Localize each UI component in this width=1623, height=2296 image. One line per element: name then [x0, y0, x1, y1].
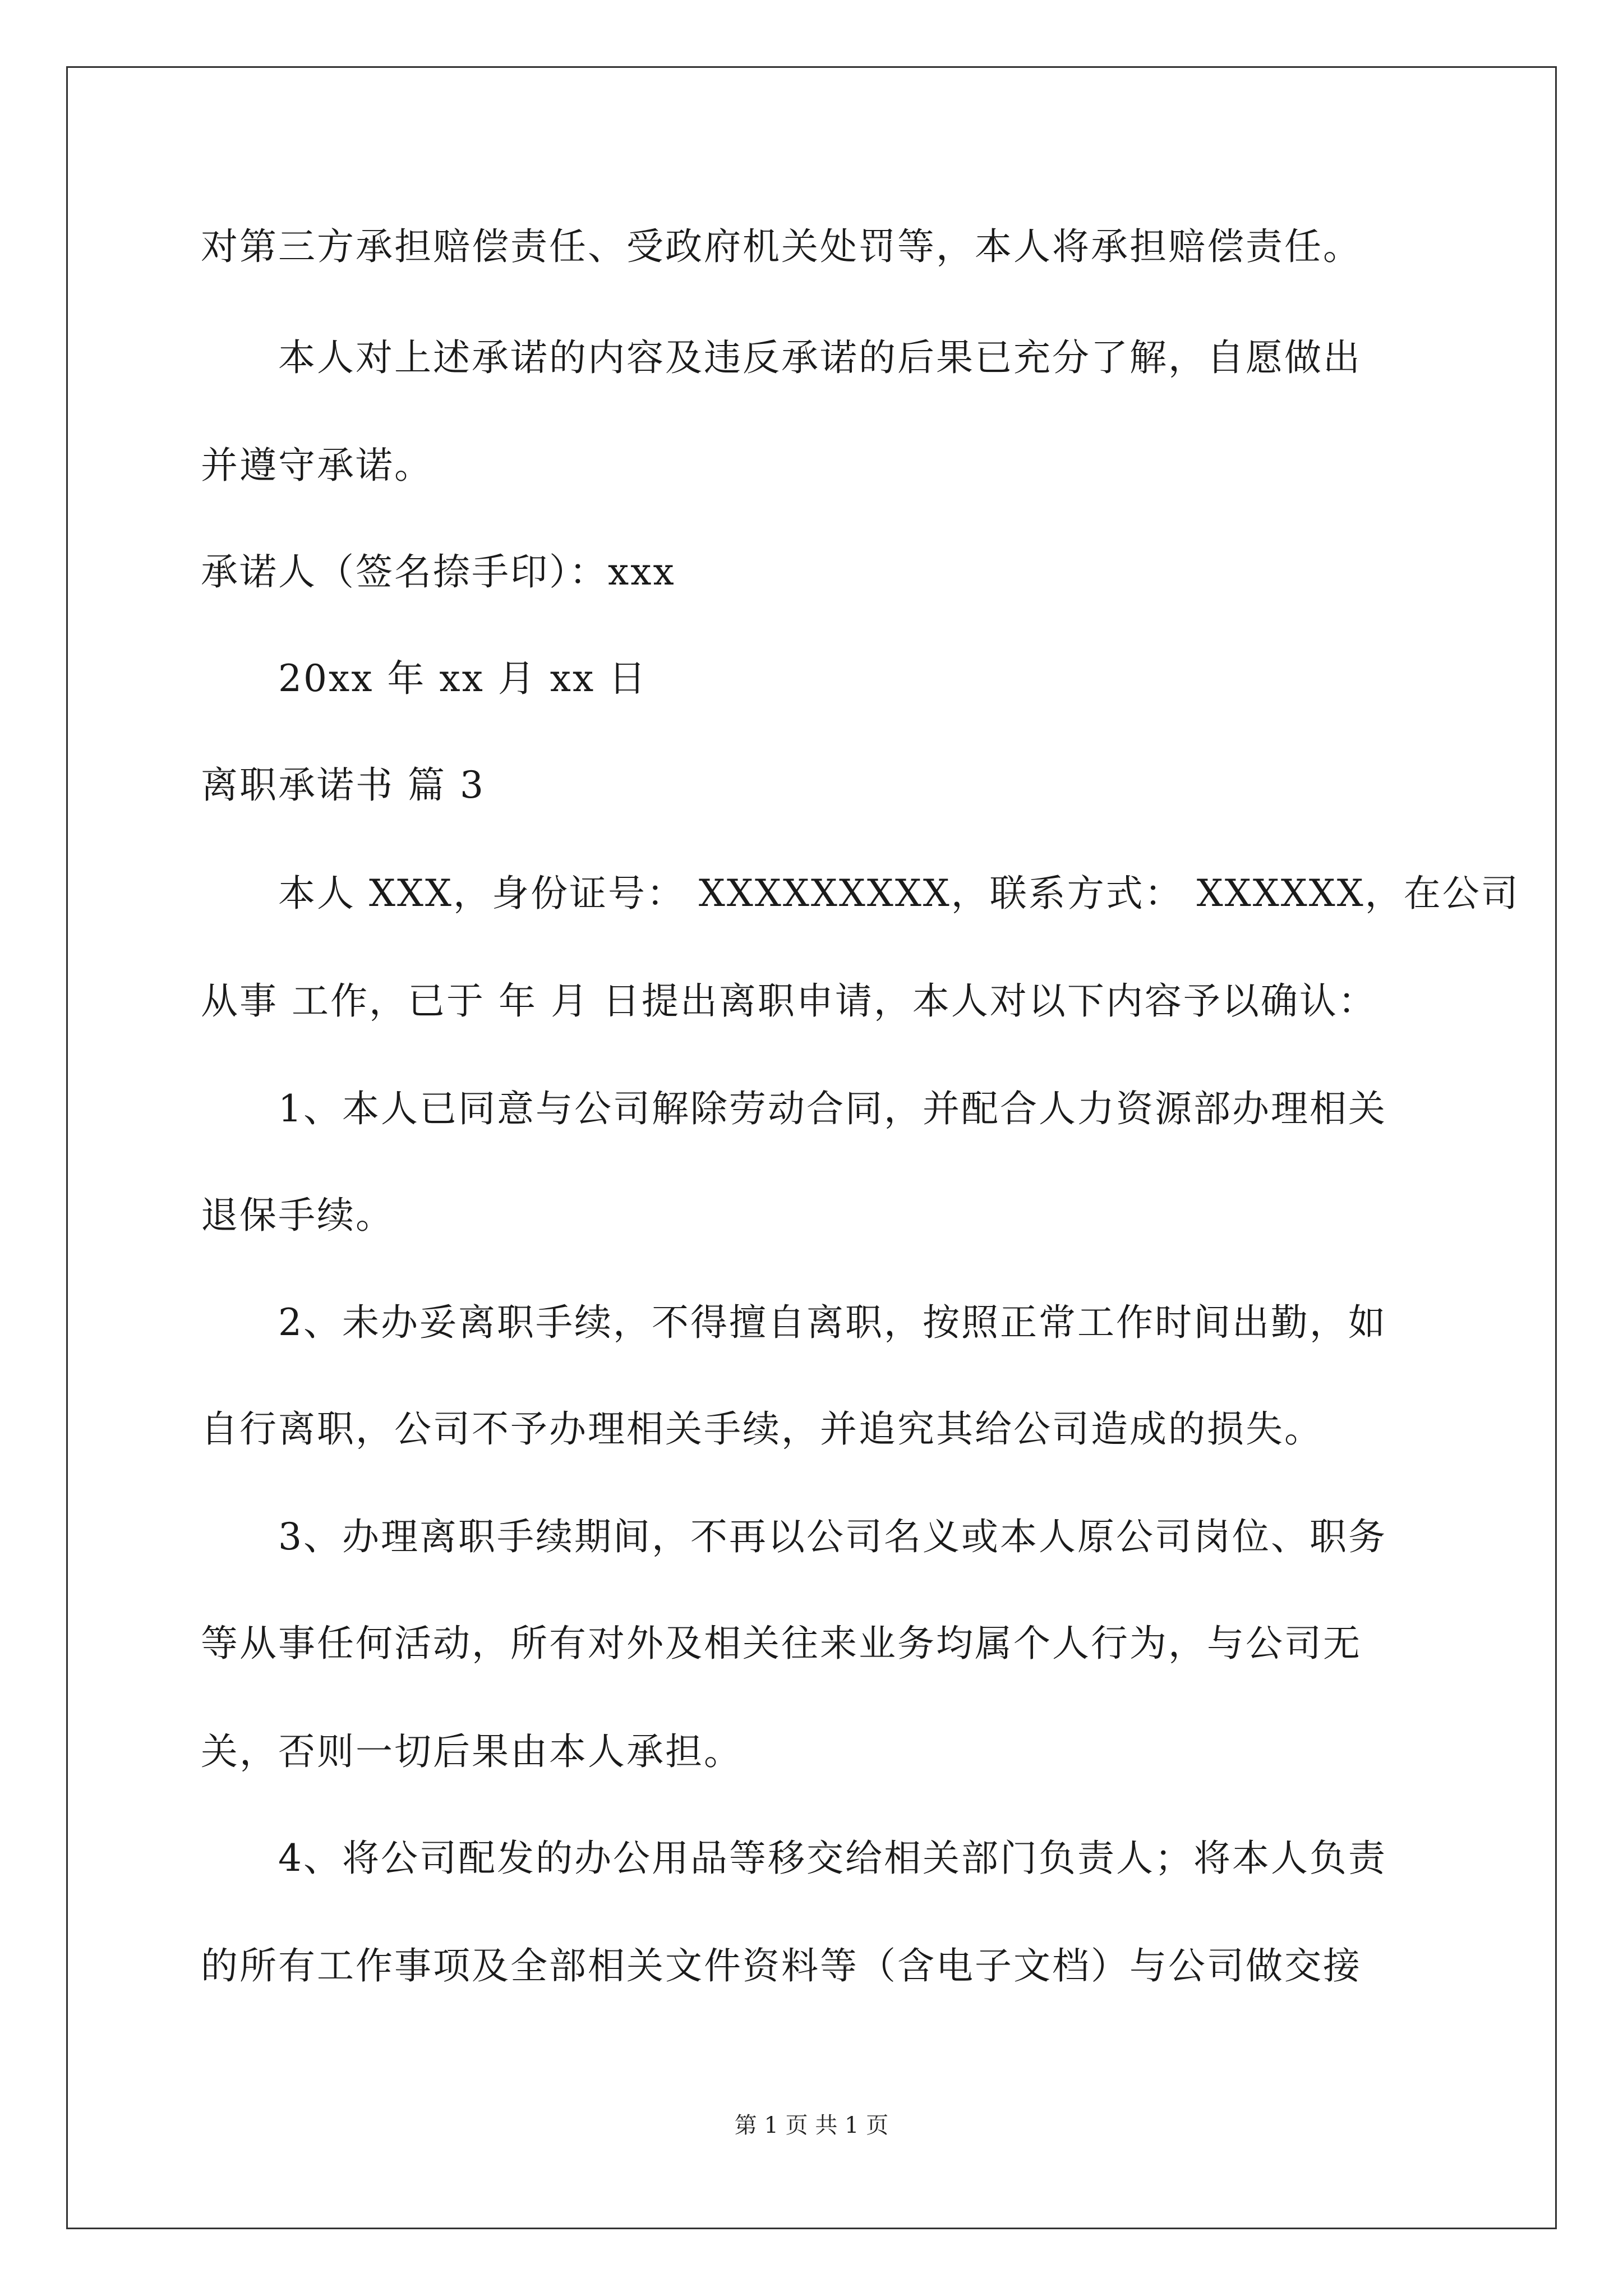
signature-line: 承诺人（签名捺手印）：xxx	[201, 550, 676, 593]
page-border	[66, 66, 1557, 2229]
text-line: 本人对上述承诺的内容及违反承诺的后果已充分了解，自愿做出	[278, 336, 1362, 379]
text-line: 本人 XXX，身份证号： XXXXXXXXX，联系方式： XXXXXX，在公司	[278, 872, 1520, 915]
section-heading: 离职承诺书 篇 3	[201, 763, 485, 807]
list-item: 3、办理离职手续期间，不再以公司名义或本人原公司岗位、职务	[278, 1515, 1387, 1558]
text-line: 从事 工作，已于 年 月 日提出离职申请，本人对以下内容予以确认：	[201, 979, 1377, 1023]
text-line: 关，否则一切后果由本人承担。	[201, 1730, 743, 1773]
text-line: 退保手续。	[201, 1194, 394, 1237]
text-line: 自行离职，公司不予办理相关手续，并追究其给公司造成的损失。	[201, 1407, 1323, 1451]
text-line: 对第三方承担赔偿责任、受政府机关处罚等，本人将承担赔偿责任。	[201, 225, 1362, 268]
text-line: 的所有工作事项及全部相关文件资料等（含电子文档）与公司做交接	[201, 1944, 1362, 1987]
list-item: 2、未办妥离职手续，不得擅自离职，按照正常工作时间出勤，如	[278, 1301, 1387, 1344]
list-item: 1、本人已同意与公司解除劳动合同，并配合人力资源部办理相关	[278, 1087, 1387, 1130]
text-line: 等从事任何活动，所有对外及相关往来业务均属个人行为，与公司无	[201, 1622, 1362, 1665]
text-line: 并遵守承诺。	[201, 444, 433, 487]
page-footer: 第 1 页 共 1 页	[734, 2113, 889, 2138]
list-item: 4、将公司配发的办公用品等移交给相关部门负责人；将本人负责	[278, 1837, 1387, 1880]
date-line: 20xx 年 xx 月 xx 日	[278, 657, 648, 700]
